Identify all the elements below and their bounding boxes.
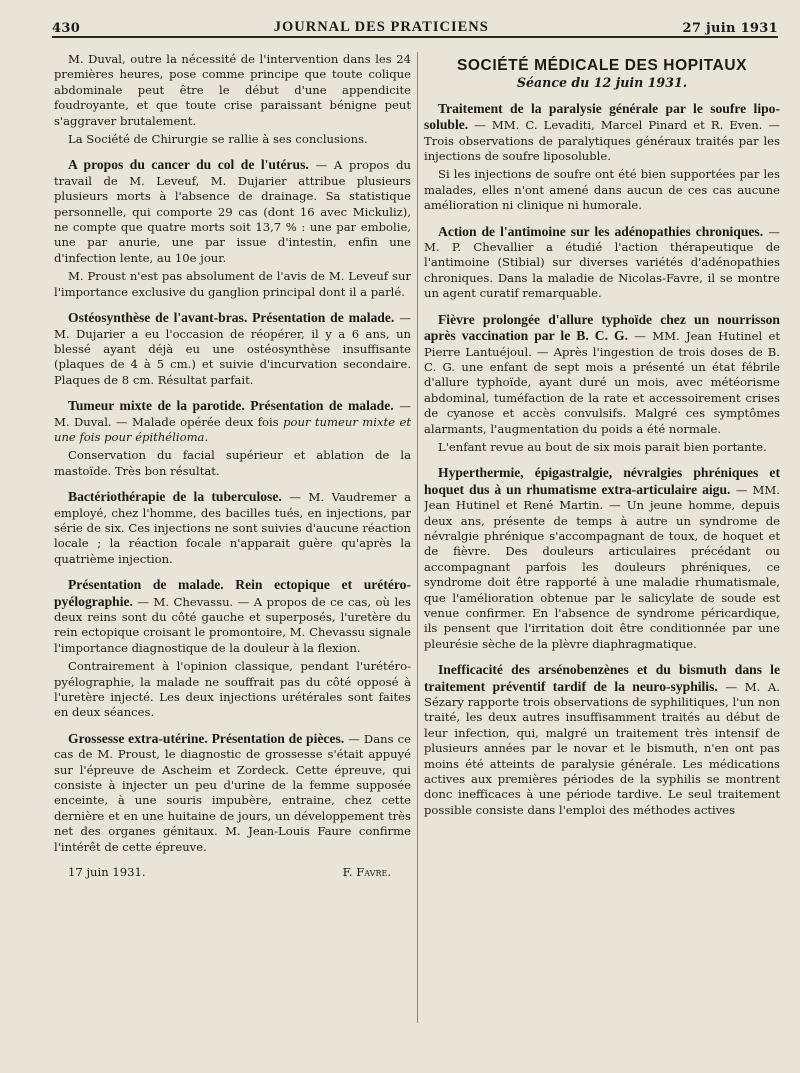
- article-text: — M. P. Chevallier a étudié l'action thérapeutique de l'antimoine (Stibial) sur diverses variétés d'adénopathies chroniques. Dans la maladie de Nicolas-Favre, il se montre un agent curatif remarquable.: [424, 224, 780, 301]
- signoff: [54, 865, 411, 880]
- article-text: — Dans ce cas de M. Proust, le diagnostic de grossesse s'était appuyé sur l'épreuve de Ascheim et Zordeck. Cette épreuve, qui consiste à injecter un peu d'urine de la femme supposée enceinte, à une souris impubère, entraine, chez cette dernière et en une huitaine de jours, un développement très net des organes génitaux. M. Jean-Louis Faure confirme l'intérêt de cette épreuve.: [54, 731, 411, 854]
- left-column: [54, 52, 411, 1053]
- article-text: — M. A. Sézary rapporte trois observations de syphilitiques, l'un non traité, les deux autres insuffisamment traités au début de leur infection, qui, malgré un traitement très intensif de plusieurs années par le novar et le bismuth, n'en ont pas moins été atteints de paralysie générale. Les médications actives aux premières périodes de la syphilis se montrent donc inefficaces à une période tardive. Le seul traitement possible consiste dans l'emploi des méthodes actives: [424, 679, 780, 817]
- article-bacteriotherapie: [54, 489, 411, 567]
- article-title: Présentation de malade. Rein ectopique et urétéro-pyélographie.: [54, 577, 411, 609]
- article-antimoine: [424, 224, 780, 302]
- article-title: Bactériothérapie de la tuberculose.: [68, 489, 282, 505]
- paragraph: M. Duval, outre la nécessité de l'intervention dans les 24 premières heures, pose comme principe que toute colique abdominale peut être le début d'une appendicite foudroyante, et que toute crise paraissant bénigne peut s'aggraver brutalement.: [54, 52, 411, 128]
- article-title: Grossesse extra-utérine. Présentation de pièces.: [68, 730, 345, 746]
- article-osteosynthese: [54, 310, 411, 388]
- article-fievre-bcg: [424, 312, 780, 456]
- article-text-italic: pour tumeur mixte et une fois pour épithélioma.: [54, 414, 411, 444]
- intro-entry: [54, 52, 411, 147]
- article-text: — M. Dujarier a eu l'occasion de réopérer, il y a 6 ans, un blessé ayant déjà eu une ostéosynthèse insuffisante (plaques de 4 à 5 cm.) et suivie d'incurvation secondaire. Plaques de 8 cm. Résultat parfait.: [54, 311, 411, 387]
- issue-date: 27 juin 1931: [682, 21, 778, 36]
- article-text: — M. Duval. — Malade opérée deux fois: [54, 399, 411, 429]
- paragraph: Contrairement à l'opinion classique, pendant l'urétéro-pyélographie, la malade ne souffrait pas du côté opposé à l'uretère injecté. Les deux injections urétérales sont faites en deux séances.: [54, 659, 411, 720]
- section-subtitle: Séance du 12 juin 1931.: [516, 75, 688, 91]
- paragraph: M. Proust n'est pas absolument de l'avis de M. Leveuf sur l'importance exclusive du ganglion principal dont il a parlé.: [54, 269, 411, 299]
- journal-title: JOURNAL DES PRATICIENS: [273, 19, 489, 35]
- running-header: [52, 14, 778, 38]
- paragraph: Conservation du facial supérieur et ablation de la mastoïde. Très bon résultat.: [54, 448, 411, 478]
- article-title: Tumeur mixte de la parotide. Présentation de malade.: [68, 398, 394, 414]
- article-title: Hyperthermie, épigastralgie, névralgies phréniques et hoquet dus à un rhumatisme extra-articulaire aigu.: [424, 465, 780, 497]
- article-text: — MM. Jean Hutinel et Pierre Lantuéjoul. — Après l'ingestion de trois doses de B. C. G. une enfant de sept mois a présenté un état fébrile d'allure typhoïde, ayant duré un mois, avec météorisme abdominal, tuméfaction de la rate et accessoirement crises de cyanose et accès convulsifs. Malgré ces symptômes alarmants, l'augmentation du poids a été normale.: [424, 329, 780, 436]
- article-title: A propos du cancer du col de l'utérus.: [68, 157, 309, 173]
- article-text: — M. Chevassu. — A propos de ce cas, où les deux reins sont du côté gauche et superposés, l'uretère du rein ectopique croisant le promontoire, M. Chevassu signale l'importance diagnostique de la douleur à la flexion.: [54, 594, 411, 655]
- signoff-date: 17 juin 1931.: [68, 865, 146, 880]
- article-text: — MM. C. Levaditi, Marcel Pinard et R. Even. — Trois observations de paralytiques généraux traités par les injections de soufre liposoluble.: [424, 118, 780, 164]
- paragraph: L'enfant revue au bout de six mois parait bien portante.: [438, 439, 767, 454]
- article-rein-ectopique: [54, 577, 411, 721]
- article-text: — A propos du travail de M. Leveuf, M. Dujarier attribue plusieurs plusieurs morts à l'absence de drainage. Sa statistique personnelle, qui comporte 29 cas (dont 16 avec Mickuliz), ne compte que quatre morts soit 13,7 % : une par embolie, une par anurie, une par issue d'intestin, enfin une d'infection lente, au 10e jour.: [54, 158, 411, 265]
- article-title: Ostéosynthèse de l'avant-bras. Présentation de malade.: [68, 310, 395, 326]
- article-cancer-col: [54, 157, 411, 300]
- article-tumeur-parotide: [54, 398, 411, 479]
- right-column: [424, 52, 780, 1053]
- article-text: — MM. Jean Hutinel et René Martin. — Un jeune homme, depuis deux ans, présente de temps à autre un syndrome de névralgie phrénique s'accompagnant de toux, de hoquet et de fièvre. Des douleurs articulaires précédant ou accompagnant parfois les douleurs phréniques, ce syndrome doit être rapporté à une maladie rhumatismale, que l'amélioration obtenue par le salicylate de soude est venue confirmer. En l'absence de syndrome péricardique, ils pensent que l'irritation doit être conditionnée par une pleurésie sèche de la plèvre diaphragmatique.: [424, 482, 780, 651]
- section-title: SOCIÉTÉ MÉDICALE DES HOPITAUX: [456, 57, 748, 74]
- signoff-author: F. Favre.: [342, 865, 391, 880]
- article-paralysie: [424, 101, 780, 214]
- page-number: 430: [52, 21, 81, 36]
- article-title: Fièvre prolongée d'allure typhoïde chez un nourrisson après vaccination par le B. C. G.: [424, 311, 780, 344]
- article-hyperthermie: [424, 465, 780, 652]
- article-text: — M. Vaudremer a employé, chez l'homme, des bacilles tués, en injections, par série de six. Ces injections ne sont suivies d'aucune réaction locale ; la réaction focale n'apparait guère qu'après la quatrième injection.: [54, 490, 411, 566]
- article-title: Traitement de la paralysie générale par le soufre lipo-soluble.: [424, 100, 780, 133]
- column-divider: [417, 52, 418, 1023]
- article-title: Action de l'antimoine sur les adénopathies chroniques.: [438, 223, 764, 239]
- paragraph: La Société de Chirurgie se rallie à ses conclusions.: [68, 132, 368, 147]
- article-arsenobenzenes: [424, 662, 780, 818]
- article-grossesse: [54, 731, 411, 855]
- paragraph: Si les injections de soufre ont été bien supportées par les malades, elles n'ont amené dans aucun de ces cas aucune amélioration ni clinique ni humorale.: [424, 167, 780, 213]
- article-title: Inefficacité des arsénobenzènes et du bismuth dans le traitement préventif tardif de la neuro-syphilis.: [424, 662, 780, 694]
